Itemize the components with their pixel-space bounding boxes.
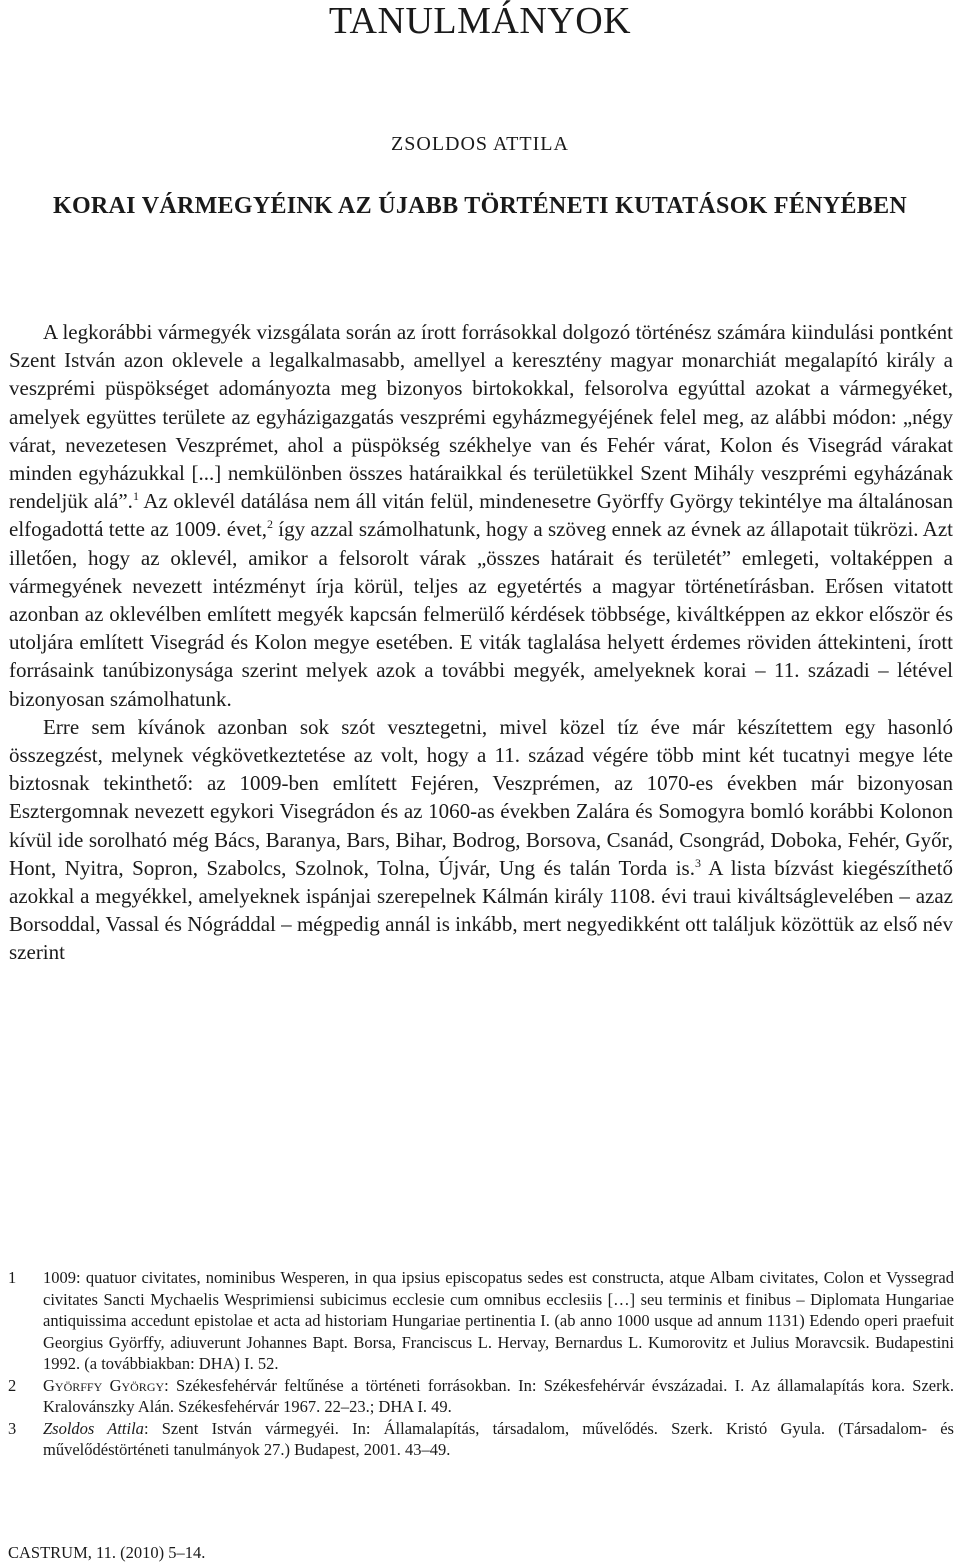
footnote-2 [8, 1375, 954, 1418]
footnote-number: 3 [8, 1418, 17, 1438]
paragraph-1-text-c: így azzal számolhatunk, hogy a szöveg ennek az évnek az állapotait tükrözi. Azt illetően, hogy az oklevél, amikor a felsorolt várak „összes határait és területét” emlegeti, voltaképpen a vármegyének nevezett intézményt írja körül, teljes az egyetértés a magyar történetírásban. Erősen vitatott azonban az oklevélben említett megyék kapcsán felmerülő kérdések többsége, kiváltképpen az ekkor először és utoljára említett Visegrád és Kolon megye esetében. E viták taglalása helyett érdemes röviden áttekinteni, írott forrásaink tanúbizonysága szerint melyek azok a további megyék, amelyeknek korai – 11. századi – létével bizonyosan számolhatunk. [9, 517, 953, 711]
article-author: ZSOLDOS ATTILA [391, 133, 569, 155]
article-body [9, 318, 953, 967]
footnote-text [43, 1418, 954, 1461]
footnote-ref-3[interactable]: 3 [694, 855, 701, 870]
footnote-author: Zsoldos Attila [43, 1418, 144, 1438]
footnote-ref-1[interactable]: 1 [132, 489, 139, 504]
footnote-author: Györffy György [43, 1375, 165, 1395]
footnote-body: : Székesfehérvár feltűnése a történeti forrásokban. In: Székesfehérvár évszázadai. I. Az államalapítás kora. Szerk. Kralovánszky Alán. Székesfehérvár 1967. 22–23.; DHA I. 49. [43, 1375, 954, 1416]
footnotes [8, 1267, 954, 1461]
footnote-3 [8, 1418, 954, 1461]
paragraph-1-text-a: A legkorábbi vármegyék vizsgálata során az írott forrásokkal dolgozó történész számára kiindulási pontként Szent István azon oklevele a legalkalmasabb, amellyel a keresztény magyar monarchiát megalapító király a veszprémi püspökséget adományozta meg bizonyos birtokokkal, felsorolva egyúttal azokat a vármegyéket, amelyek együttes területe az egyházigazgatás veszprémi egyházmegyéjének felel meg, az alábbi módon: „négy várat, nevezetesen Veszprémet, ahol a püspökség székhelye van és Fehér várat, Kolon és Visegrád várakat minden egyházukkal [...] nemkülönben összes határaikkal és területükkel Szent Mihály veszprémi egyházának rendeljük alá”. [9, 320, 953, 514]
paragraph-2 [9, 713, 953, 967]
footnote-body: : Szent István vármegyéi. In: Államalapítás, társadalom, művelődés. Szerk. Kristó Gyula. (Társadalom- és művelődéstörténeti tanulmányok 27.) Budapest, 2001. 43–49. [43, 1418, 954, 1459]
paragraph-1 [9, 318, 953, 713]
section-header: TANULMÁNYOK [328, 0, 632, 42]
footnote-text [43, 1375, 954, 1418]
paragraph-1-text-b: Az oklevél datálása nem áll vitán felül, mindenesetre Györffy György tekintélye ma általánosan elfogadottá tette az 1009. évet, [9, 489, 953, 542]
journal-citation: CASTRUM, 11. (2010) 5–14. [8, 1543, 206, 1562]
paragraph-2-text-a: Erre sem kívánok azonban sok szót vesztegetni, mivel közel tíz éve már készítettem egy hasonló összegzést, melynek végkövetkeztetése az volt, hogy a 11. század végére több mint két tucatnyi megye léte biztosnak tekinthető: az 1009-ben említett Fejéren, Veszprémen, az 1070-es években már bizonyosan Esztergomnak nevezett egykori Visegrádon és az 1060-as években Zalára és Somogyra bomló korábbi Kolonon kívül ide sorolható még Bács, Baranya, Bars, Bihar, Bodrog, Borsova, Csanád, Csongrád, Doboka, Fehér, Győr, Hont, Nyitra, Sopron, Szabolcs, Szolnok, Tolna, Újvár, Ung és talán Torda is. [9, 714, 953, 880]
article-title: KORAI VÁRMEGYÉINK AZ ÚJABB TÖRTÉNETI KUTATÁSOK FÉNYÉBEN [52, 193, 908, 219]
footnote-text: 1009: quatuor civitates, nominibus Wesperen, in qua ipsius episcopatus sedes est constructa, atque Albam civitates, Colon et Vyssegrad civitates Sancti Mychaelis Wesprimiensi subicimus ecclesie cum omnibus ecclesiis […] seu terminis et finibus – Diplomata Hungariae antiquissima accedunt epistolae et acta ad historiam Hungariae pertinentia I. (ab anno 1000 usque ad annum 1131) Edendo operi praefuit Georgius Györffy, adiuverunt Johannes Bapt. Borsa, Franciscus L. Hervay, Bernardus L. Kumorovitz et Julius Moravcsik. Budapestini 1992. (a továbbiakban: DHA) I. 52. [43, 1268, 954, 1373]
footnote-1 [8, 1267, 954, 1375]
footnote-ref-2[interactable]: 2 [266, 517, 273, 532]
footnote-number: 1 [8, 1268, 17, 1287]
paragraph-2-text-b: A lista bízvást kiegészíthető azokkal a megyékkel, amelyeknek ispánjai szerepelnek Kálmán király 1108. évi traui kiváltságlevelében – azaz Borsoddal, Vassal és Nógráddal – mégpedig annál is inkább, mert negyedikként ott találjuk közöttük az első név szerint [9, 855, 954, 965]
footnote-number: 2 [8, 1375, 17, 1395]
